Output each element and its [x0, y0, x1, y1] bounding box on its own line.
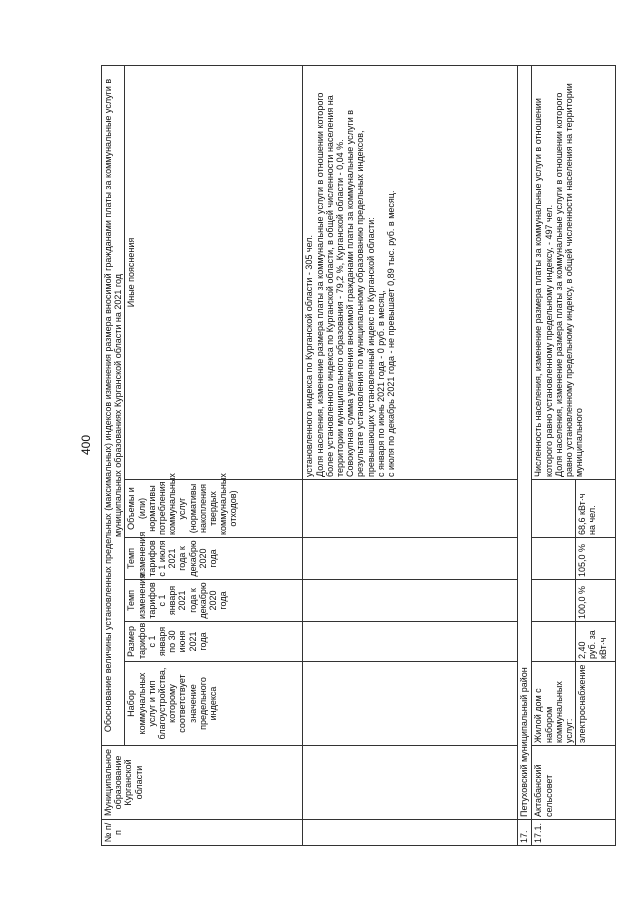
header-municipality: Муниципальное образование Курганской области — [102, 746, 303, 820]
notes-line: с января по июнь 2021 года - 0 руб. в месяц, — [375, 290, 386, 477]
cell-empty — [532, 622, 576, 662]
notes-line: Доля населения, изменение размера платы за коммунальные услуги в отношении которого равно установленному предельному индексу, в общей численности населения на территории муниципального — [553, 83, 585, 477]
header-rate-january: Темп изменения тарифов с 1 января 2021 года к декабрю 2020 года — [125, 580, 303, 622]
indices-table — [101, 65, 616, 846]
cell-empty — [532, 480, 576, 538]
header-rate-july: Темп изменения тарифов с 1 июля 2021 года к декабрю 2020 года — [125, 538, 303, 580]
district-name: Петуховский муниципальный район — [518, 65, 532, 819]
municipality-name: Актабанский сельсовет — [532, 746, 616, 820]
tariff-value: 2,40 руб. за кВт·ч — [576, 622, 616, 662]
cell-empty — [303, 480, 518, 538]
service-name: электроснабжение — [576, 662, 616, 746]
rotated-table-container — [101, 66, 619, 846]
cell-empty — [303, 820, 518, 846]
cell-empty — [532, 538, 576, 580]
table-row — [532, 65, 576, 845]
header-justification: Обоснование величины установленных предельных (максимальных) индексов изменения размера вносимой гражданами платы за коммунальные услуги в муниципальных образованиях Курганской области на 2021 год — [102, 65, 125, 745]
header-volume: Объемы и (или) нормативы потребления коммунальных услуг (нормативы накопления твердых коммунальных отходов) — [125, 480, 303, 538]
cell-empty — [303, 580, 518, 622]
cell-empty — [303, 538, 518, 580]
table-row — [303, 65, 518, 845]
cell-empty — [303, 662, 518, 746]
cell-empty — [303, 746, 518, 820]
cell-empty — [532, 580, 576, 622]
row-number: 17. — [518, 820, 532, 846]
row-number: 17.1. — [532, 820, 616, 846]
rate-january-value: 100,0 % — [576, 580, 616, 622]
cell-empty — [303, 622, 518, 662]
notes-cell — [532, 65, 616, 479]
header-service-set: Набор коммунальных услуг и тип благоустройства, которому соответствует значение предельного индекса — [125, 662, 303, 746]
notes-line: с июля по декабрь 2021 года - не превышает 0,89 тыс. руб. в месяц. — [386, 190, 397, 477]
header-num: № п/п — [102, 820, 303, 846]
continuation-notes-cell — [303, 65, 518, 479]
notes-line: Доля населения, изменение размера платы за коммунальные услуги в отношении которого более установленного индекса по Курганской области, в общей численности населения на территории муниципального образования - 79,2 %, Курганской области - 0,04 %. — [314, 92, 346, 477]
header-tariff: Размер тарифов с 1 января по 30 июня 2021 года — [125, 622, 303, 662]
notes-line: установленного индекса по Курганской области - 305 чел. — [304, 234, 315, 477]
service-set: Жилой дом с набором коммунальных услуг: — [532, 662, 576, 746]
rate-july-value: 105,0 % — [576, 538, 616, 580]
page-number: 400 — [79, 434, 94, 456]
notes-line: Совокупная сумма увеличения вносимой гражданами платы за коммунальные услуги в результате установления по муниципальному образованию предельных индексов, превышающих установленный индекс по Курганской области: — [345, 109, 376, 477]
volume-value: 68,6 кВт·ч на чел. — [576, 480, 616, 538]
header-notes: Иные пояснения — [125, 65, 303, 479]
table-row — [518, 65, 532, 845]
notes-line: Численность населения, изменение размера платы за коммунальные услуги в отношении которого равно установленному предельному индексу, - 497 чел. — [533, 98, 554, 477]
